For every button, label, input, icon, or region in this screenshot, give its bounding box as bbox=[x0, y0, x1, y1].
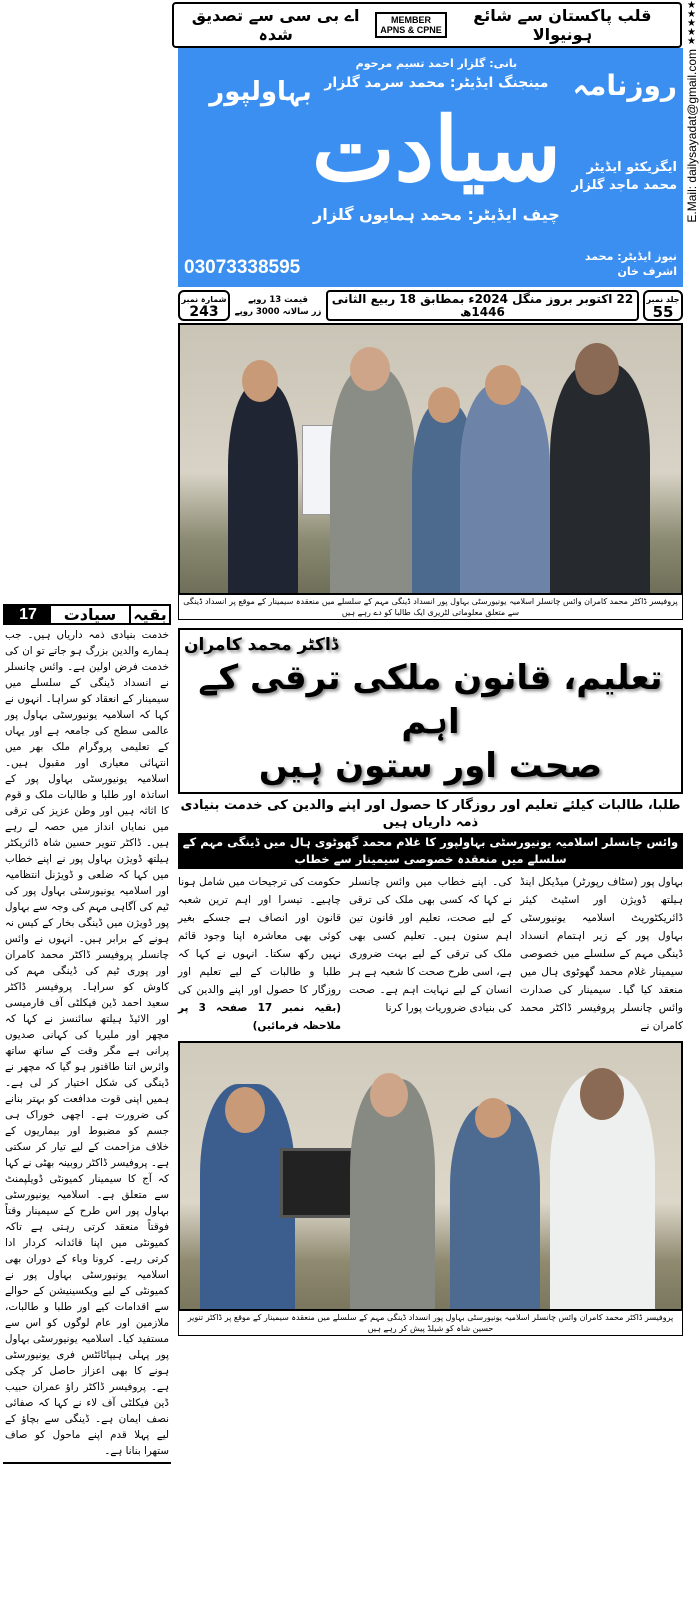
article-column-3-text: حکومت کی ترجیحات میں شامل ہونا چاہیے۔ تیسرا اور اہم ترین شعبہ قانون اور انصاف ہے جسکے بغیر کوئی بھی معاشرہ اپنا وجود قائم نہیں رکھ سکتا۔ انہوں نے کہا کہ طلبا و طالبات کے لیے تعلیم اور روزگار کا حصول اور اپنے والدین کی bbox=[178, 876, 341, 996]
masthead-exec-editor: محمد ماجد گلزار bbox=[571, 177, 677, 193]
date-text: 22 اکتوبر بروز منگل 2024ء بمطابق 18 ربیع الثانی 1446ھ bbox=[326, 290, 639, 321]
photo1-caption: پروفیسر ڈاکٹر محمد کامران وائس چانسلر اسلامیہ یونیورسٹی بہاول پور انسداد ڈینگی مہم کے سلسلے میں منعقدہ سیمینار کے موقع پر انسداد ڈینگی سے متعلق معلوماتی لٹریری ایک طالبا کو دے رہے ہیں bbox=[178, 595, 683, 620]
apns-member-badge bbox=[375, 12, 447, 38]
masthead-phone: 03073338595 bbox=[184, 257, 301, 278]
banner-right-text: قلب پاکستان سے شائع ہونیوالا bbox=[473, 6, 652, 44]
photo-shield-presentation bbox=[178, 1041, 683, 1311]
issue-label: شمارہ نمبر bbox=[181, 294, 227, 304]
volume-number: 55 bbox=[652, 302, 674, 321]
continuation-column bbox=[3, 604, 171, 1464]
newspaper-logo: سیادت bbox=[311, 97, 561, 201]
volume-label: جلد نمبر bbox=[646, 294, 680, 304]
article-column-3 bbox=[178, 873, 341, 1035]
photo2-caption: پروفیسر ڈاکٹر محمد کامران وائس چانسلر اسلامیہ یونیورسٹی بہاول پور انسداد ڈینگی مہم کے سلسلے میں منعقدہ سیمینار کے موقع پر ڈاکٹر تنویر حسین شاہ کو شیلڈ پیش کر رہے ہیں bbox=[178, 1311, 683, 1336]
continuation-number: 17 bbox=[5, 606, 51, 623]
black-bar-headline: وائس چانسلر اسلامیہ یونیورسٹی بہاولپور کا غلام محمد گھوٹوی ہال میں ڈینگی مہم کے سلسلے میں منعقدہ خصوصی سیمینار سے خطاب bbox=[178, 833, 683, 869]
continuation-text: خدمت بنیادی ذمہ داریاں ہیں۔ جب ہمارے والدین بزرگ ہو جاتے تو ان کی خدمت فرض اولین ہے۔ وائس چانسلر نے انسداد ڈینگی کے سلسلے میں سیمینار کے انعقاد کو سراہا۔ انہوں نے کہا کہ اسلامیہ یونیورسٹی بہاول پور عالمی سطح کی جامعہ ہے اور یہاں کے تعلیمی پروگرام ملک بھر میں انتہائی معیاری اور مقبول ہیں۔ اسلامیہ یونیورسٹی بہاول پور کے اساتذہ اور طلبا و طالبات ملک و قوم کا اثاثہ ہیں اور وطن عزیز کی ترقی میں نمایاں انداز میں حصہ لے رہے ہیں۔ ڈاکٹر تنویر حسین شاہ ڈائریکٹر ہیلتھ ڈویژن بہاول پور نے اپنے خطاب میں کہا کہ ضلعی و ڈویژنل انتظامیہ اور اسلامیہ یونیورسٹی بہاول پور کی ٹیم کی آگاہی مہم کی وجہ سے بہاول پور ڈویژن میں ڈینگی بخار کے کیس نہ ہونے کے برابر ہیں۔ انہوں نے وائس چانسلر پروفیسر ڈاکٹر محمد کامران اور پوری ٹیم کی ڈینگی مہم کی کاوش کو سراہا۔ پروفیسر ڈاکٹر سعید احمد ڈین فیکلٹی آف فارمیسی اور الائیڈ ہیلتھ سائنسز نے کہا کہ مچھر اور ملیریا کی کہانی صدیوں پرانی ہے مگر وقت کے ساتھ ساتھ وائرس اتنا طاقتور ہو گیا کہ مچھر نے ڈینگی کی شکل اختیار کر لی ہے۔ ہمیں اپنی قوت مدافعت کو بہتر بنانے کی ضرورت ہے۔ اچھی خوراک ہی جسم کو مضبوط اور بیماریوں کے خلاف مزاحمت کے لیے تیار کر سکتی ہے۔ پروفیسر ڈاکٹر روبینہ بھٹی نے کہا کہ آج کا سیمینار کمیونٹی ڈویلپمنٹ سے متعلق ہے۔ اسلامیہ یونیورسٹی بہاول پور اس طرح کے سیمینار وقتاً فوقتاً منعقد کرتی رہتی ہے تاکہ کمیونٹی میں اپنا قائدانہ کردار ادا کرتی رہے۔ کرونا وباء کے دوران بھی اسلامیہ یونیورسٹی بہاول پور نے کمیونٹی کے لیے ویکسینیشن کے حوالے سے اقدامات کیے اور طلبا و طالبات، ملازمین اور عام لوگوں کو اس سے مستفید کیا۔ اسلامیہ یونیورسٹی بہاول پور پہلی ہیپاٹائٹس فری یونیورسٹی ہونے کا بھی اعزاز حاصل کر چکی ہے۔ پروفیسر ڈاکٹر راؤ عمران حبیب ڈین فیکلٹی آف لاء نے کہا کہ صفائی نصف ایمان ہے۔ ڈینگی سے بچاؤ کے لیے پہلا قدم اپنے ماحول کو صاف ستھرا بنانا ہے۔ bbox=[5, 629, 169, 1457]
masthead-exec-editor-label: ایگزیکٹو ایڈیٹر bbox=[586, 159, 677, 175]
continuation-paper-name: سیادت bbox=[51, 606, 129, 623]
volume-box bbox=[643, 290, 683, 321]
stars: ★★★★★ bbox=[686, 0, 697, 45]
price: قیمت 13 روپے bbox=[248, 294, 308, 305]
issue-box bbox=[178, 290, 230, 321]
article-column-1: بہاول پور (سٹاف رپورٹر) میڈیکل اینڈ ہیلتھ ڈویژن اور اسٹیٹ کیئر ڈائریکٹوریٹ اسلامیہ یونیورسٹی بہاول پور کے زیر اہتمام انسداد ڈینگی مہم کے سلسلے میں خصوصی سیمینار غلام محمد گھوٹوی ہال میں منعقد کیا گیا۔ سیمینار کی صدارت وائس چانسلر پروفیسر ڈاکٹر محمد کامران نے bbox=[520, 876, 683, 1032]
article-columns bbox=[178, 873, 683, 1035]
badge-line2: APNS & CPNE bbox=[380, 25, 442, 35]
subheadline: طلبا، طالبات کیلئے تعلیم اور روزگار کا حصول اور اپنے والدین کی خدمت بنیادی ذمہ داریاں ہیں bbox=[180, 798, 681, 830]
photo-seminar-literature bbox=[178, 323, 683, 595]
continuation-header bbox=[3, 604, 171, 625]
headline-attribution: ڈاکٹر محمد کامران bbox=[184, 635, 339, 655]
badge-line1: MEMBER bbox=[391, 15, 432, 25]
masthead-city: بہاولپور bbox=[209, 77, 312, 107]
price-box bbox=[234, 290, 322, 321]
main-story-column bbox=[178, 323, 683, 1336]
masthead-chief-editor: چیف ایڈیٹر: محمد ہمایوں گلزار bbox=[313, 205, 560, 224]
masthead-managing-editor: مینجنگ ایڈیٹر: محمد سرمد گلزار bbox=[324, 75, 549, 91]
top-banner bbox=[172, 2, 682, 48]
masthead-news-editor: نیوز ایڈیٹر: محمد اشرف خان bbox=[584, 250, 677, 278]
masthead-founder: بانی: گلزار احمد تسیم مرحوم bbox=[355, 57, 518, 70]
masthead bbox=[178, 48, 683, 287]
main-headline bbox=[178, 628, 683, 794]
continuation-label: بقیہ bbox=[129, 606, 169, 623]
issue-number: 243 bbox=[189, 303, 219, 320]
date-bar bbox=[178, 290, 683, 321]
email-address: E.Mail: dailysayadat@gmail.com bbox=[684, 49, 699, 223]
headline-line2: صحت اور ستون ہیں bbox=[258, 746, 603, 786]
article-column-2: کی۔ اپنے خطاب میں وائس چانسلر نے کہا کہ کسی بھی ملک کی ترقی کے لیے صحت، تعلیم اور قانون تین اہم ستون ہیں۔ تعلیم کسی بھی ملک کی ترقی کے لیے بہت ضروری ہے، اسی طرح صحت کا شعبہ ہے ہر انسان کے لیے نہایت اہم ہے۔ صحت کی بنیادی ضروریات پورا کرنا bbox=[349, 876, 512, 1014]
continuation-note: (بقیہ نمبر 17 صفحہ 3 پر ملاحظہ فرمائیں) bbox=[178, 1002, 341, 1032]
banner-left-text: اے بی سی سے تصدیق شدہ bbox=[191, 6, 360, 44]
column-end-rule bbox=[3, 1462, 171, 1464]
annual-price: زر سالانہ 3000 روپے bbox=[234, 306, 322, 317]
email-strip bbox=[684, 0, 699, 320]
headline-line1: تعلیم، قانون ملکی ترقی کے اہم bbox=[198, 658, 663, 742]
masthead-daily: روزنامہ bbox=[572, 69, 677, 102]
